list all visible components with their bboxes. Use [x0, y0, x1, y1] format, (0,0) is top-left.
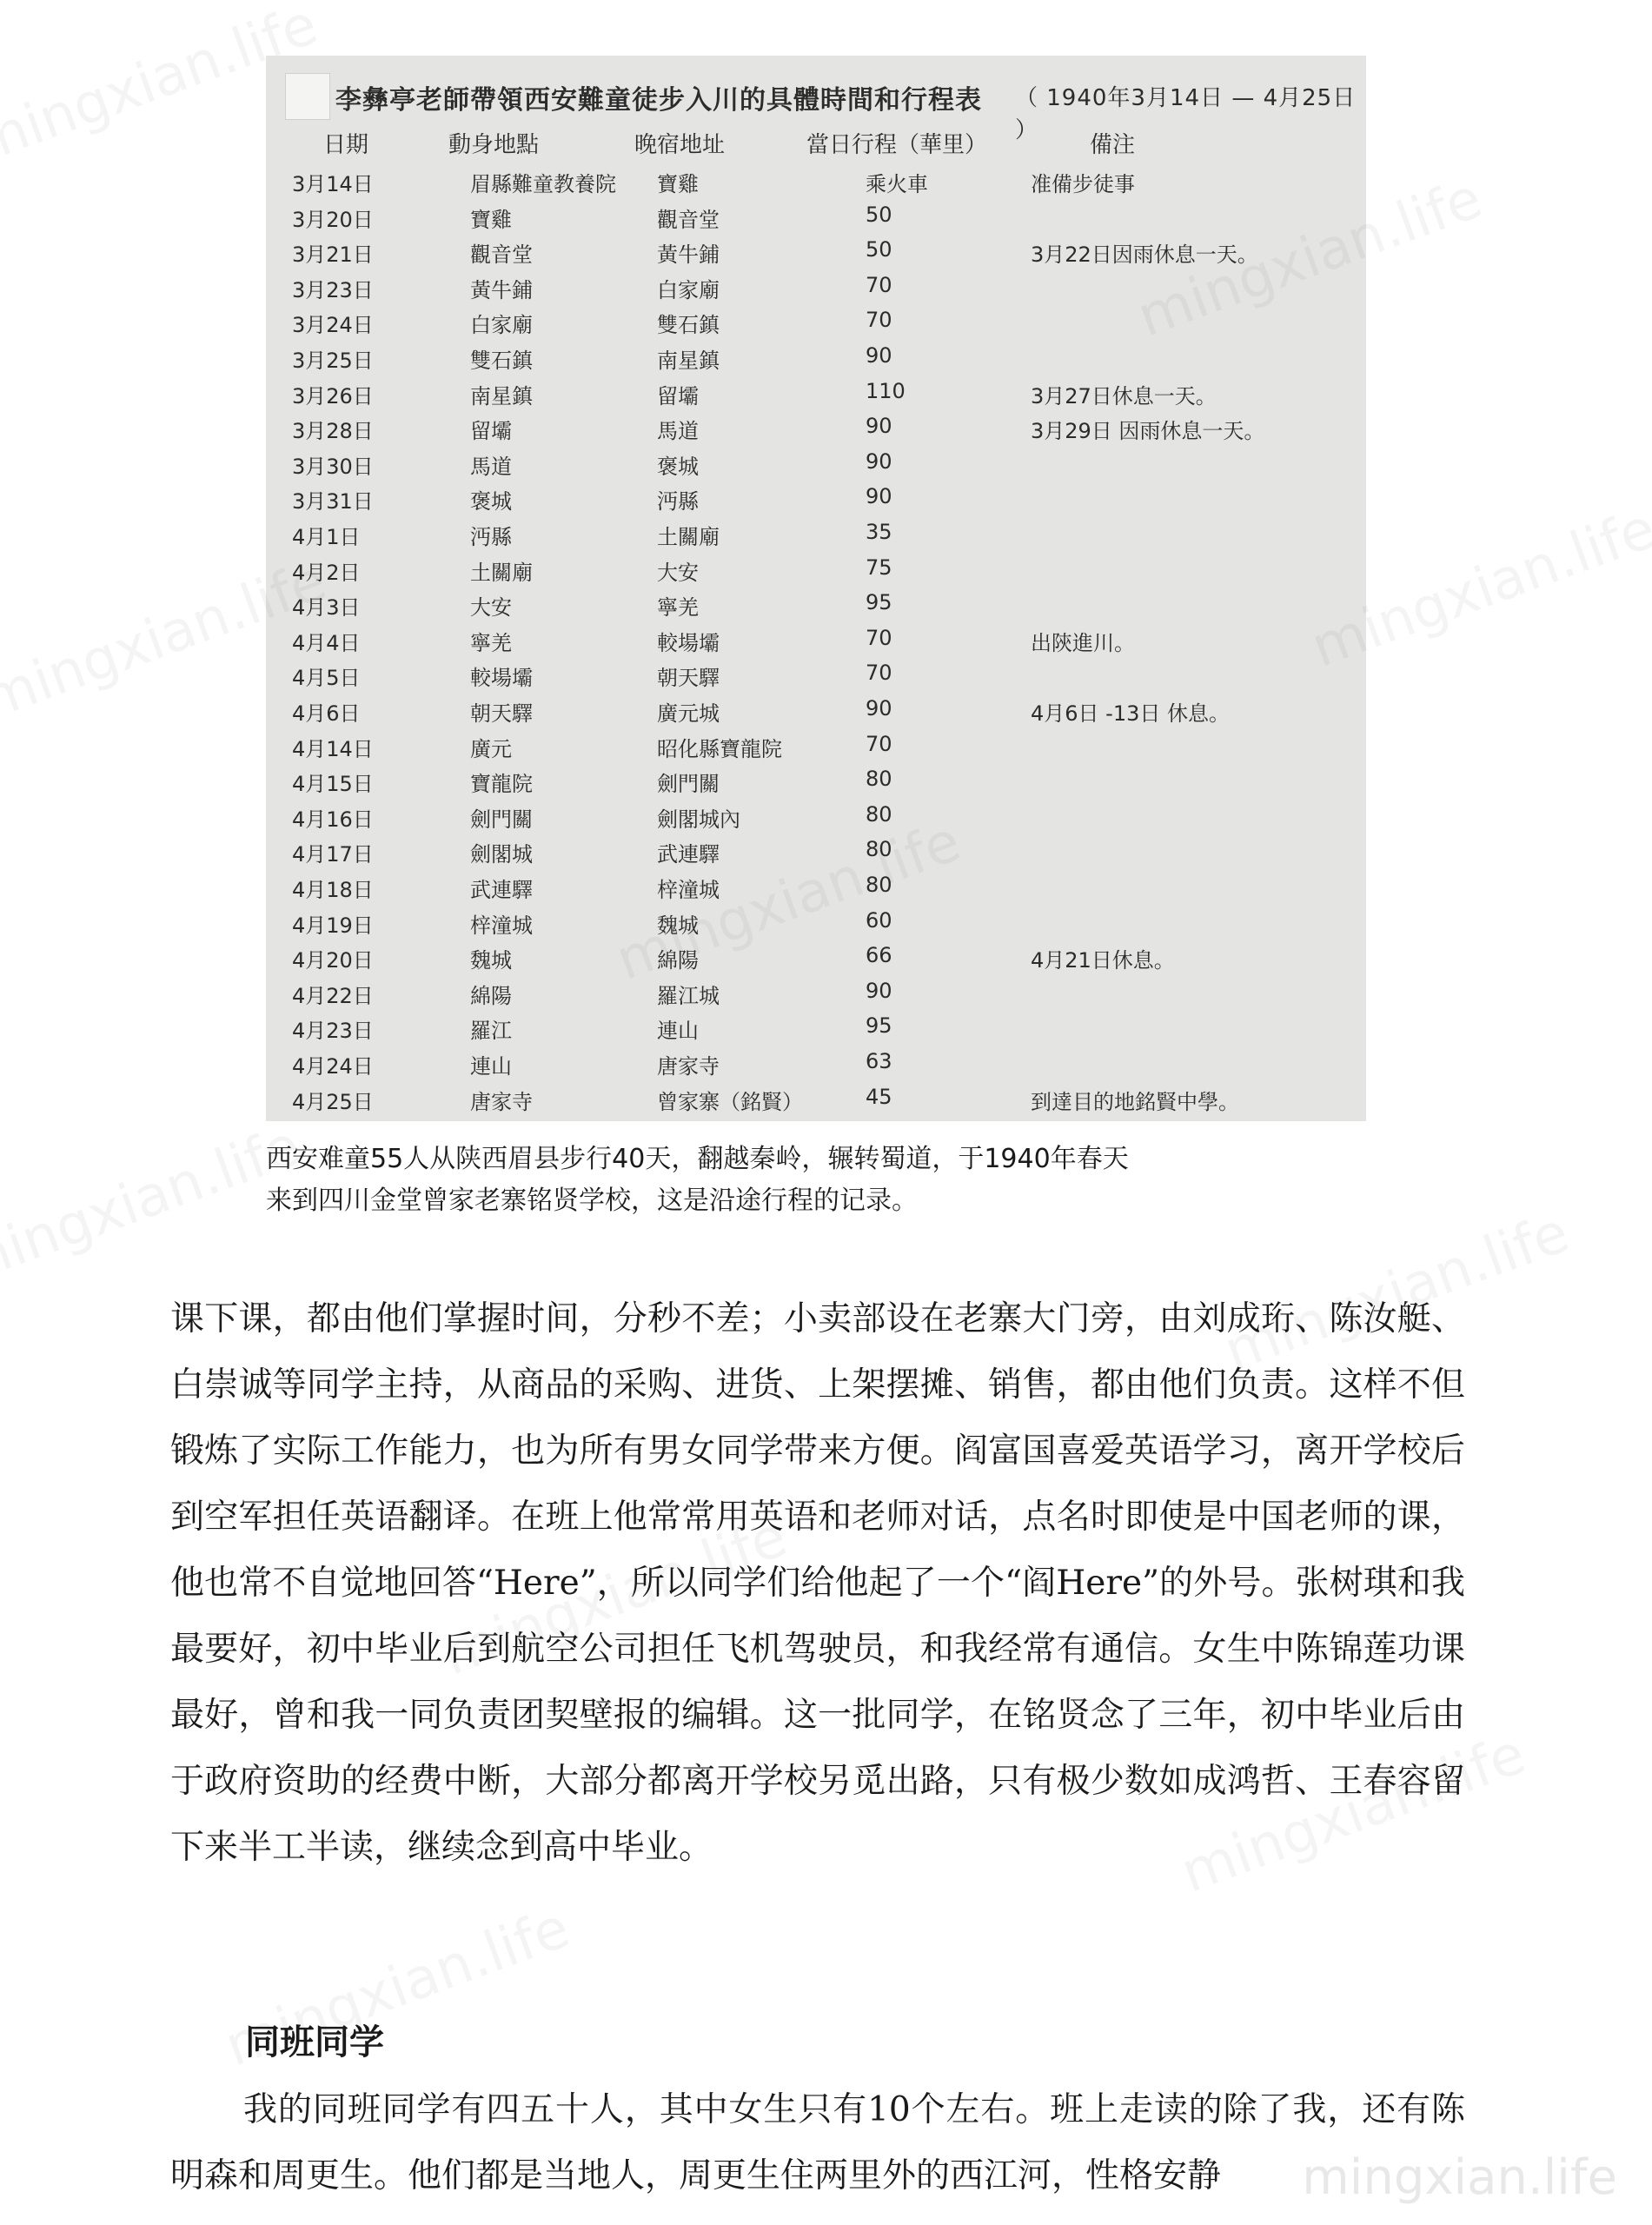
cell-distance: 70 [866, 308, 892, 333]
table-row [266, 520, 1366, 555]
cell-from: 武連驛 [470, 878, 533, 902]
cell-from: 雙石鎮 [470, 349, 533, 373]
cell-from: 羅江 [470, 1019, 512, 1044]
cell-from: 黃牛鋪 [470, 277, 533, 302]
cell-from: 寧羌 [470, 630, 512, 655]
cell-note: 准備步徒事 [1031, 172, 1135, 196]
cell-distance: 70 [866, 731, 892, 756]
table-row [266, 873, 1366, 907]
cell-to: 觀音堂 [657, 207, 720, 232]
cell-distance: 80 [866, 873, 892, 897]
cell-date: 4月4日 [292, 630, 361, 655]
table-row [266, 484, 1366, 519]
cell-date: 3月31日 [292, 489, 374, 515]
cell-from: 較場壩 [470, 666, 533, 691]
table-row [266, 1085, 1366, 1119]
cell-date: 4月20日 [292, 948, 374, 973]
cell-to: 沔縣 [657, 489, 699, 515]
table-row [266, 979, 1366, 1013]
cell-to: 雙石鎮 [657, 313, 720, 338]
cell-note: 3月27日休息一天。 [1031, 383, 1217, 408]
cell-distance: 80 [866, 767, 892, 792]
cell-to: 武連驛 [657, 842, 720, 867]
photo-corner-mark [285, 73, 330, 120]
cell-from: 眉縣難童教養院 [470, 172, 616, 196]
cell-distance: 80 [866, 837, 892, 862]
header-date: 日期 [323, 132, 369, 158]
cell-from: 劍門關 [470, 807, 533, 832]
cell-distance: 乘火車 [866, 172, 928, 196]
cell-to: 南星鎮 [657, 349, 720, 373]
cell-to: 劍門關 [657, 772, 720, 797]
cell-to: 黃牛鋪 [657, 242, 720, 268]
cell-to: 昭化縣寶龍院 [657, 736, 782, 761]
cell-date: 3月14日 [292, 172, 374, 196]
cell-to: 羅江城 [657, 983, 720, 1008]
section-heading: 同班同学 [245, 2022, 384, 2062]
cell-from: 綿陽 [470, 983, 512, 1008]
cell-distance: 95 [866, 590, 892, 615]
cell-from: 土關廟 [470, 560, 533, 585]
table-row [266, 343, 1366, 378]
cell-date: 4月23日 [292, 1019, 374, 1044]
cell-distance: 45 [866, 1084, 892, 1109]
cell-from: 朝天驛 [470, 701, 533, 726]
cell-distance: 35 [866, 520, 892, 544]
table-row [266, 908, 1366, 943]
cell-from: 觀音堂 [470, 242, 533, 268]
cell-note: 4月21日休息。 [1031, 948, 1175, 973]
cell-date: 4月14日 [292, 736, 374, 761]
cell-distance: 50 [866, 237, 892, 262]
table-row [266, 943, 1366, 978]
cell-date: 3月30日 [292, 454, 374, 479]
cell-note: 出陝進川。 [1031, 630, 1135, 655]
cell-to: 劍閣城內 [657, 807, 740, 832]
cell-to: 梓潼城 [657, 878, 720, 902]
cell-to: 寶雞 [657, 172, 699, 196]
cell-distance: 95 [866, 1013, 892, 1039]
watermark [0, 1113, 309, 1297]
header-from: 動身地點 [448, 132, 540, 158]
table-row [266, 273, 1366, 308]
cell-date: 3月28日 [292, 419, 374, 444]
cell-distance: 63 [866, 1049, 892, 1073]
cell-from: 梓潼城 [470, 913, 533, 938]
table-row [266, 449, 1366, 484]
cell-from: 連山 [470, 1054, 512, 1079]
table-row [266, 555, 1366, 590]
cell-from: 沔縣 [470, 525, 512, 549]
table-row [266, 696, 1366, 731]
cell-date: 3月25日 [292, 349, 374, 373]
cell-to: 曾家寨（銘賢） [657, 1089, 803, 1114]
cell-date: 4月6日 [292, 701, 361, 726]
cell-date: 3月21日 [292, 242, 374, 268]
cell-date: 4月25日 [292, 1089, 374, 1114]
table-date-range: （ 1940年3月14日 — 4月25日 ） [1015, 85, 1357, 143]
table-row [266, 590, 1366, 625]
cell-distance: 70 [866, 661, 892, 686]
cell-from: 廣元 [470, 736, 512, 761]
cell-distance: 110 [866, 378, 906, 403]
cell-distance: 75 [866, 555, 892, 580]
cell-date: 4月5日 [292, 666, 361, 691]
cell-distance: 90 [866, 414, 892, 439]
cell-date: 3月24日 [292, 313, 374, 338]
cell-date: 4月22日 [292, 983, 374, 1008]
cell-date: 3月23日 [292, 277, 374, 302]
cell-distance: 70 [866, 625, 892, 650]
caption-line-2: 来到四川金堂曾家老寨铭贤学校，这是沿途行程的记录。 [266, 1186, 918, 1216]
table-row [266, 802, 1366, 837]
table-row [266, 308, 1366, 342]
cell-to: 寧羌 [657, 595, 699, 621]
table-row [266, 167, 1366, 202]
cell-distance: 90 [866, 448, 892, 474]
table-row [266, 379, 1366, 414]
cell-from: 大安 [470, 595, 512, 621]
cell-note: 4月6日 -13日 休息。 [1031, 701, 1230, 726]
cell-distance: 90 [866, 484, 892, 509]
table-row [266, 626, 1366, 661]
cell-to: 留壩 [657, 383, 699, 408]
table-row [266, 767, 1366, 801]
cell-date: 4月3日 [292, 595, 361, 621]
cell-from: 南星鎮 [470, 383, 533, 408]
section-paragraph: 我的同班同学有四五十人，其中女生只有10个左右。班上走读的除了我，还有陈明森和周更生。他们都是当地人，周更生住两里外的西江河，性格安静 [170, 2090, 1465, 2195]
caption-line-1: 西安难童55人从陕西眉县步行40天，翻越秦岭，辗转蜀道，于1940年春天 [266, 1144, 1129, 1174]
cell-to: 褒城 [657, 454, 699, 479]
table-photo [266, 56, 1366, 1121]
cell-distance: 50 [866, 202, 892, 227]
cell-to: 連山 [657, 1019, 699, 1044]
cell-date: 3月20日 [292, 207, 374, 232]
cell-to: 綿陽 [657, 948, 699, 973]
table-row [266, 1013, 1366, 1048]
cell-from: 寶雞 [470, 207, 512, 232]
cell-to: 大安 [657, 560, 699, 585]
cell-date: 4月16日 [292, 807, 374, 832]
cell-to: 朝天驛 [657, 666, 720, 691]
table-title: 李彝亭老師帶領西安難童徒步入川的具體時間和行程表 [335, 85, 982, 116]
body-paragraph: 课下课，都由他们掌握时间，分秒不差；小卖部设在老寨大门旁，由刘成珩、陈汝艇、白崇诚等同学主持，从商品的采购、进货、上架摆摊、销售，都由他们负责。这样不但锻炼了实际工作能力，也为所有男女同学带来方便。阎富国喜爱英语学习，离开学校后到空军担任英语翻译。在班上他常常用英语和老师对话，点名时即使是中国老师的课，他也常不自觉地回答“Here”，所以同学们给他起了一个“阎Here”的外号。张树琪和我最要好，初中毕业后到航空公司担任飞机驾驶员，和我经常有通信。女生中陈锦莲功课最好，曾和我一同负责团契壁报的编辑。这一批同学，在铭贤念了三年，初中毕业后由于政府资助的经费中断，大部分都离开学校另觅出路，只有极少数如成鸿哲、王春容留下来半工半读，继续念到高中毕业。 [170, 1299, 1465, 1867]
cell-date: 4月18日 [292, 878, 374, 902]
table-row [266, 414, 1366, 448]
cell-distance: 60 [866, 907, 892, 933]
cell-distance: 80 [866, 801, 892, 827]
header-note: 備注 [1090, 132, 1136, 158]
cell-note: 3月22日因雨休息一天。 [1031, 242, 1258, 268]
table-row [266, 661, 1366, 695]
cell-date: 4月15日 [292, 772, 374, 797]
cell-distance: 90 [866, 978, 892, 1003]
cell-to: 廣元城 [657, 701, 720, 726]
header-distance: 當日行程（華里） [806, 132, 988, 158]
cell-from: 白家廟 [470, 313, 533, 338]
cell-note: 3月29日 因雨休息一天。 [1031, 419, 1265, 444]
cell-date: 4月24日 [292, 1054, 374, 1079]
cell-distance: 90 [866, 696, 892, 721]
cell-from: 寶龍院 [470, 772, 533, 797]
cell-distance: 90 [866, 343, 892, 368]
header-to: 晚宿地址 [634, 132, 726, 158]
cell-from: 劍閣城 [470, 842, 533, 867]
table-row [266, 837, 1366, 872]
cell-to: 土關廟 [657, 525, 720, 549]
table-row [266, 732, 1366, 767]
cell-date: 4月19日 [292, 913, 374, 938]
cell-date: 4月1日 [292, 525, 361, 549]
cell-to: 白家廟 [657, 277, 720, 302]
cell-to: 唐家寺 [657, 1054, 720, 1079]
table-row [266, 1049, 1366, 1084]
cell-to: 較場壩 [657, 630, 720, 655]
table-row [266, 203, 1366, 237]
cell-from: 褒城 [470, 489, 512, 515]
cell-distance: 66 [866, 943, 892, 968]
cell-date: 4月17日 [292, 842, 374, 867]
cell-to: 魏城 [657, 913, 699, 938]
cell-from: 魏城 [470, 948, 512, 973]
cell-note: 到達目的地銘賢中學。 [1031, 1089, 1239, 1114]
cell-from: 唐家寺 [470, 1089, 533, 1114]
cell-to: 馬道 [657, 419, 699, 444]
cell-from: 馬道 [470, 454, 512, 479]
cell-date: 4月2日 [292, 560, 361, 585]
cell-distance: 70 [866, 272, 892, 297]
figure-caption [266, 1139, 1396, 1222]
table-row [266, 237, 1366, 272]
cell-date: 3月26日 [292, 383, 374, 408]
cell-from: 留壩 [470, 419, 512, 444]
watermark-corner: mingxian.life [1302, 2149, 1617, 2206]
